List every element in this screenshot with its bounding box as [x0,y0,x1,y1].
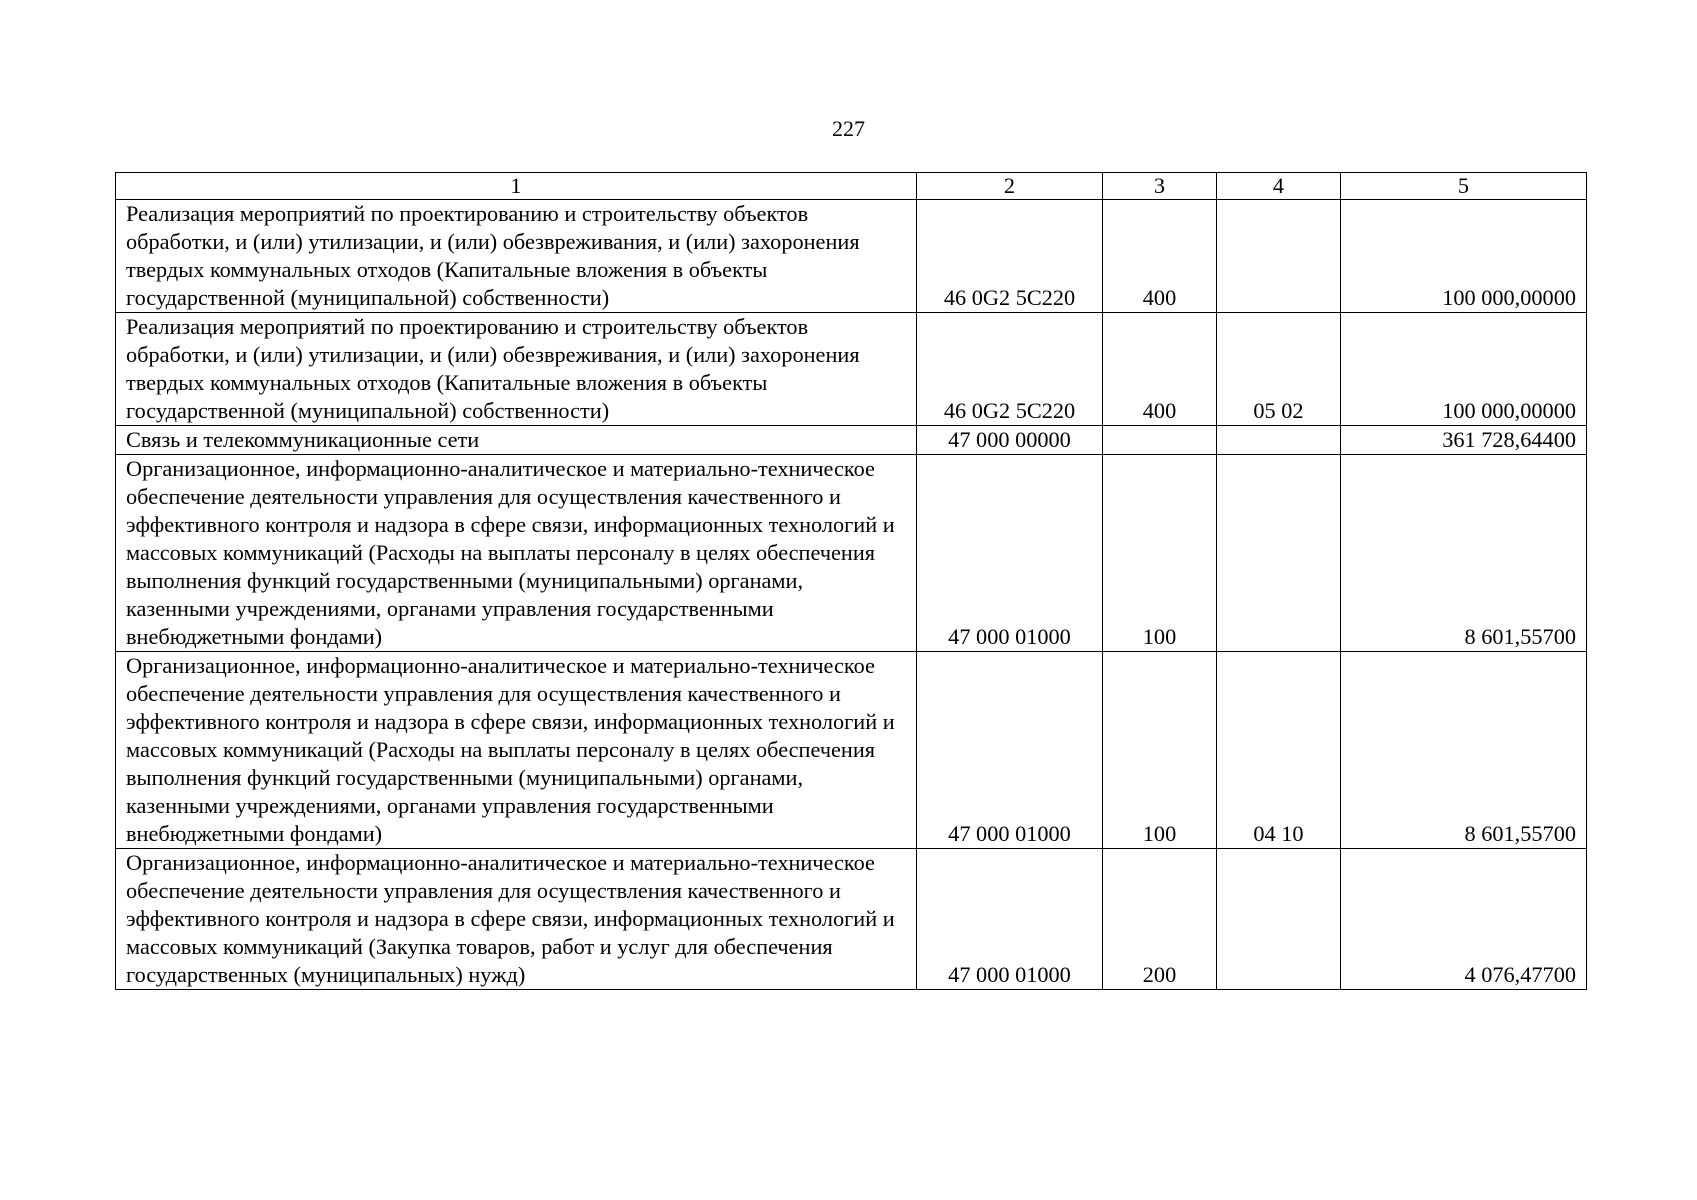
budget-table [115,172,1587,990]
table-row [116,313,1587,426]
expense-type-cell [1103,426,1217,455]
section-code-cell [1217,200,1341,313]
amount-cell: 8 601,55700 [1341,652,1587,849]
expense-type-cell: 100 [1103,652,1217,849]
amount-cell: 100 000,00000 [1341,200,1587,313]
expense-name-cell: Организационное, информационно-аналитическое и материально-техническое обеспечение деятельности управления для осуществления качественного и эффективного контроля и надзора в сфере связи, информационных технологий и массовых коммуникаций (Расходы на выплаты персоналу в целях обеспечения выполнения функций государственными (муниципальными) органами, казенными учреждениями, органами управления государственными внебюджетными фондами) [116,652,917,849]
expense-name-cell: Реализация мероприятий по проектированию и строительству объектов обработки, и (или) утилизации, и (или) обезвреживания, и (или) захоронения твердых коммунальных отходов (Капитальные вложения в объекты государственной (муниципальной) собственности) [116,313,917,426]
target-code-cell: 46 0G2 5C220 [917,200,1103,313]
expense-type-cell: 400 [1103,200,1217,313]
target-code-cell: 47 000 01000 [917,849,1103,990]
table-header-row [116,173,1587,200]
column-header: 1 [116,173,917,200]
amount-cell: 4 076,47700 [1341,849,1587,990]
expense-name-cell: Реализация мероприятий по проектированию и строительству объектов обработки, и (или) утилизации, и (или) обезвреживания, и (или) захоронения твердых коммунальных отходов (Капитальные вложения в объекты государственной (муниципальной) собственности) [116,200,917,313]
target-code-cell: 47 000 00000 [917,426,1103,455]
expense-name-cell: Организационное, информационно-аналитическое и материально-техническое обеспечение деятельности управления для осуществления качественного и эффективного контроля и надзора в сфере связи, информационных технологий и массовых коммуникаций (Расходы на выплаты персоналу в целях обеспечения выполнения функций государственными (муниципальными) органами, казенными учреждениями, органами управления государственными внебюджетными фондами) [116,455,917,652]
table-row [116,849,1587,990]
section-code-cell: 04 10 [1217,652,1341,849]
column-header: 5 [1341,173,1587,200]
expense-type-cell: 100 [1103,455,1217,652]
target-code-cell: 47 000 01000 [917,652,1103,849]
table-row [116,200,1587,313]
expense-name-cell: Связь и телекоммуникационные сети [116,426,917,455]
expense-name-cell: Организационное, информационно-аналитическое и материально-техническое обеспечение деятельности управления для осуществления качественного и эффективного контроля и надзора в сфере связи, информационных технологий и массовых коммуникаций (Закупка товаров, работ и услуг для обеспечения государственных (муниципальных) нужд) [116,849,917,990]
target-code-cell: 46 0G2 5C220 [917,313,1103,426]
section-code-cell [1217,426,1341,455]
amount-cell: 361 728,64400 [1341,426,1587,455]
amount-cell: 100 000,00000 [1341,313,1587,426]
section-code-cell [1217,455,1341,652]
amount-cell: 8 601,55700 [1341,455,1587,652]
section-code-cell [1217,849,1341,990]
page-number: 227 [832,116,865,141]
column-header: 4 [1217,173,1341,200]
column-header: 2 [917,173,1103,200]
table-row [116,426,1587,455]
target-code-cell: 47 000 01000 [917,455,1103,652]
table-row [116,652,1587,849]
column-header: 3 [1103,173,1217,200]
expense-type-cell: 400 [1103,313,1217,426]
expense-type-cell: 200 [1103,849,1217,990]
section-code-cell: 05 02 [1217,313,1341,426]
table-row [116,455,1587,652]
